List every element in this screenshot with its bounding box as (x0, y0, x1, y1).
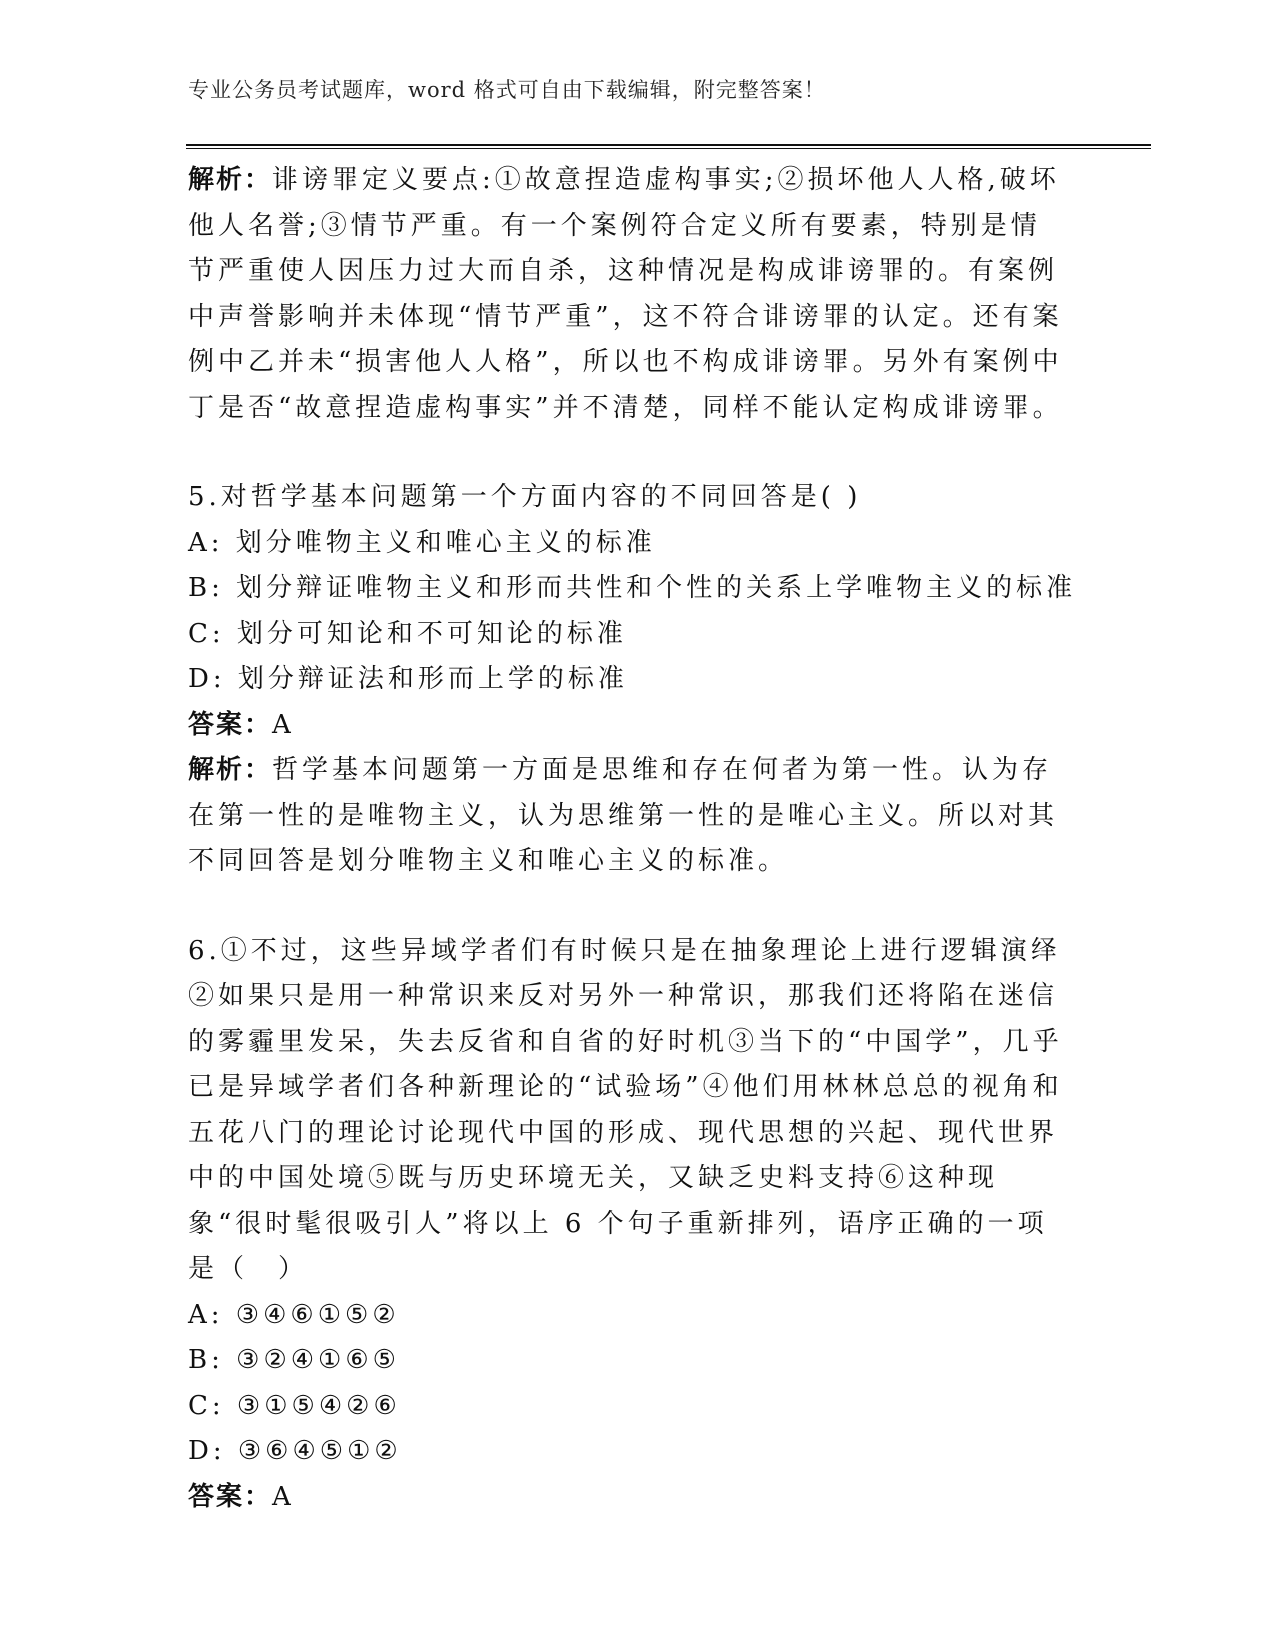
q5-analysis (188, 748, 1068, 885)
question-5 (188, 475, 1077, 885)
q6-option-a: A: ③④⑥①⑤② (188, 1299, 400, 1330)
q5-answer-value: A (272, 709, 295, 740)
question-6 (188, 929, 1068, 1521)
q5-option-a: A: 划分唯物主义和唯心主义的标准 (188, 527, 656, 558)
page-header: 专业公务员考试题库，word 格式可自由下载编辑，附完整答案！ (188, 78, 826, 102)
q5-analysis-label: 解析： (188, 755, 273, 785)
q5-option-d: D: 划分辩证法和形而上学的标准 (188, 664, 628, 694)
q4-analysis (188, 158, 1068, 431)
spacer (188, 885, 1068, 929)
document-body (188, 158, 1077, 1520)
q6-answer-label: 答案： (188, 1481, 273, 1512)
q5-question-text: 5.对哲学基本问题第一个方面内容的不同回答是( ) (188, 482, 862, 512)
q6-option-c: C: ③①⑤④②⑥ (188, 1390, 401, 1421)
q6-question-text: 6.①不过，这些异域学者们有时候只是在抽象理论上进行逻辑演绎②如果只是用一种常识来反对另外一种常识，那我们还将陷在迷信的雾霾里发呆，失去反省和自省的好时机③当下的“中国学”，几乎已是异域学者们各种新理论的“试验场”④他们用林林总总的视角和五花八门的理论讨论现代中国的形成、现代思想的兴起、现代世界中的中国处境⑤既与历史环境无关，又缺乏史料支持⑥这种现象“很时髦很吸引人”将以上 6 个句子重新排列，语序正确的一项是（ ） (188, 935, 1063, 1284)
q6-answer (188, 1475, 1068, 1521)
q6-option-d: D: ③⑥④⑤①② (188, 1436, 402, 1466)
q5-answer-label: 答案： (188, 709, 273, 740)
q6-option-b: B: ③②④①⑥⑤ (188, 1345, 400, 1375)
q5-analysis-text: 哲学基本问题第一方面是思维和存在何者为第一性。认为存在第一性的是唯物主义，认为思维第一性的是唯心主义。所以对其不同回答是划分唯物主义和唯心主义的标准。 (188, 755, 1059, 876)
q4-analysis-label: 解析： (188, 165, 273, 195)
q4-analysis-text: 诽谤罪定义要点:①故意捏造虚构事实;②损坏他人人格,破坏他人名誉;③情节严重。有一个案例符合定义所有要素，特别是情节严重使人因压力过大而自杀，这种情况是构成诽谤罪的。有案例中声誉影响并未体现“情节严重”，这不符合诽谤罪的认定。还有案例中乙并未“损害他人人格”，所以也不构成诽谤罪。另外有案例中丁是否“故意捏造虚构事实”并不清楚，同样不能认定构成诽谤罪。 (188, 165, 1063, 423)
header-divider (186, 144, 1151, 149)
q6-answer-value: A (272, 1481, 295, 1512)
q5-answer (188, 703, 1068, 749)
spacer (188, 431, 1068, 475)
q5-option-b: B: 划分辩证唯物主义和形而共性和个性的关系上学唯物主义的标准 (188, 573, 1077, 603)
q5-option-c: C: 划分可知论和不可知论的标准 (188, 618, 627, 649)
